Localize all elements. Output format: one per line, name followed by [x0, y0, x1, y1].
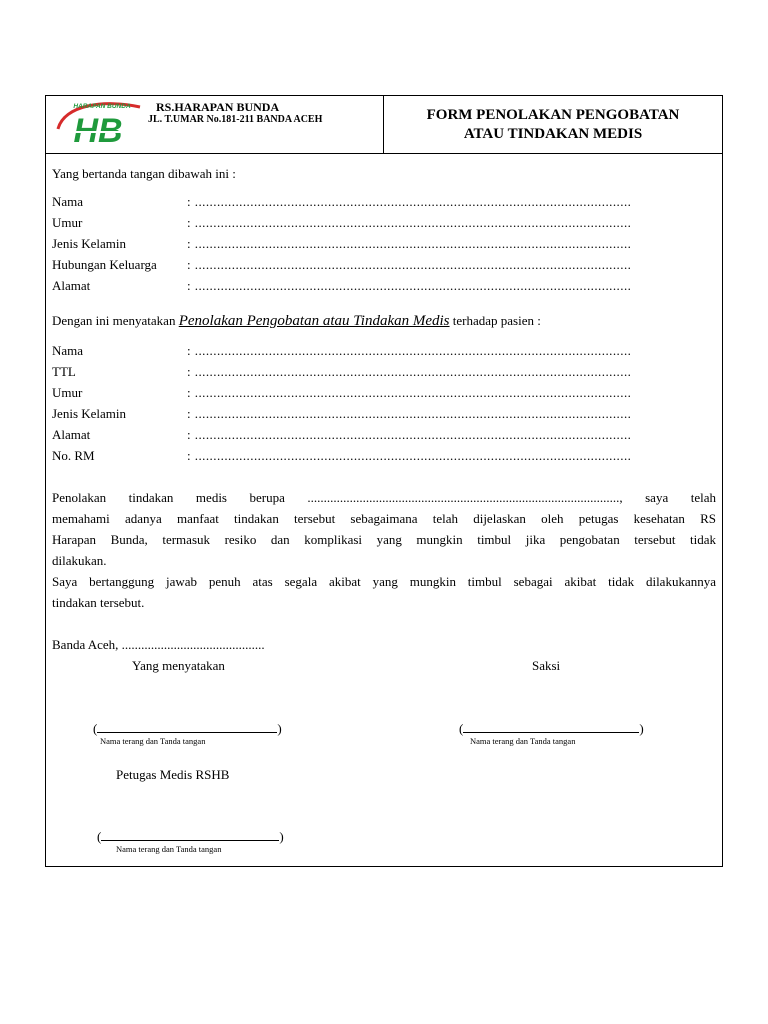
- hospital-logo: [54, 99, 150, 147]
- patient-label-ttl: TTL: [52, 364, 76, 379]
- witness-caption: Nama terang dan Tanda tangan: [470, 736, 576, 746]
- statement-suffix: terhadap pasien :: [449, 313, 541, 328]
- signer-field-hubungan: : ......................................................................................................................: [187, 257, 632, 272]
- witness-signature-line: ( ): [459, 721, 644, 736]
- form-title-line-2: ATAU TINDAKAN MEDIS: [463, 126, 643, 142]
- signer-label-umur: Umur: [52, 215, 83, 230]
- witness-label: Saksi: [532, 658, 561, 673]
- patient-field-alamat: : ......................................................................................................................: [187, 427, 632, 442]
- form-title: [384, 96, 722, 153]
- patient-label-jenis-kelamin: Jenis Kelamin: [52, 406, 127, 421]
- logo-letters: HB: [73, 112, 123, 147]
- patient-field-umur: : ......................................................................................................................: [187, 385, 632, 400]
- signature-underline: [97, 720, 277, 733]
- form-container: [45, 95, 723, 867]
- signature-underline: [101, 828, 279, 841]
- officer-label: Petugas Medis RSHB: [116, 767, 230, 782]
- logo-text: HARAPAN BUNDA: [73, 103, 131, 110]
- officer-signature-line: ( ): [97, 829, 284, 844]
- signer-field-nama: : ......................................................................................................................: [187, 194, 632, 209]
- patient-label-no-rm: No. RM: [52, 448, 95, 463]
- signer-label-nama: Nama: [52, 194, 84, 209]
- patient-field-no-rm: : ......................................................................................................................: [187, 448, 632, 463]
- place-date: Banda Aceh, ............................................: [52, 637, 265, 652]
- statement-emphasis: Penolakan Pengobatan atau Tindakan Medis: [178, 313, 450, 329]
- statement-prefix: Dengan ini menyatakan: [52, 313, 179, 328]
- signer-field-alamat: : ......................................................................................................................: [187, 278, 632, 293]
- paragraph-line: Saya bertanggung jawab penuh atas segala akibat yang mungkin timbul sebagai akibat tidak dilakukannya: [52, 574, 716, 589]
- patient-label-nama: Nama: [52, 343, 84, 358]
- patient-label-umur: Umur: [52, 385, 83, 400]
- signer-label-hubungan: Hubungan Keluarga: [52, 257, 157, 272]
- statement-line: [52, 313, 541, 330]
- refusal-paragraph: [52, 487, 716, 613]
- signer-label-jenis-kelamin: Jenis Kelamin: [52, 236, 127, 251]
- paragraph-line: tindakan tersebut.: [52, 595, 145, 610]
- declarant-caption: Nama terang dan Tanda tangan: [100, 736, 206, 746]
- signature-underline: [463, 720, 639, 733]
- declarant-label: Yang menyatakan: [132, 658, 225, 673]
- form-header: [46, 96, 722, 154]
- hospital-address: JL. T.UMAR No.181-211 BANDA ACEH: [148, 114, 323, 125]
- declarant-signature-line: ( ): [93, 721, 282, 736]
- intro-text: Yang bertanda tangan dibawah ini :: [52, 166, 236, 181]
- paragraph-line: dilakukan.: [52, 553, 107, 568]
- paragraph-line: memahami adanya manfaat tindakan tersebut sebagaimana telah dijelaskan oleh petugas kesehatan RS: [52, 511, 716, 526]
- hospital-info: [46, 96, 384, 153]
- signer-field-jenis-kelamin: : ......................................................................................................................: [187, 236, 632, 251]
- patient-field-nama: : ......................................................................................................................: [187, 343, 632, 358]
- officer-caption: Nama terang dan Tanda tangan: [116, 844, 222, 854]
- signer-label-alamat: Alamat: [52, 278, 91, 293]
- patient-label-alamat: Alamat: [52, 427, 91, 442]
- paragraph-line: Harapan Bunda, termasuk resiko dan komplikasi yang mungkin timbul jika pengobatan tersebut tidak: [52, 532, 716, 547]
- paragraph-line: Penolakan tindakan medis berupa ................................................................................................, saya telah: [52, 490, 716, 505]
- signer-field-umur: : ......................................................................................................................: [187, 215, 632, 230]
- hospital-name: RS.HARAPAN BUNDA: [156, 100, 280, 114]
- patient-field-jenis-kelamin: : ......................................................................................................................: [187, 406, 632, 421]
- form-title-line-1: FORM PENOLAKAN PENGOBATAN: [426, 107, 680, 123]
- patient-field-ttl: : ......................................................................................................................: [187, 364, 632, 379]
